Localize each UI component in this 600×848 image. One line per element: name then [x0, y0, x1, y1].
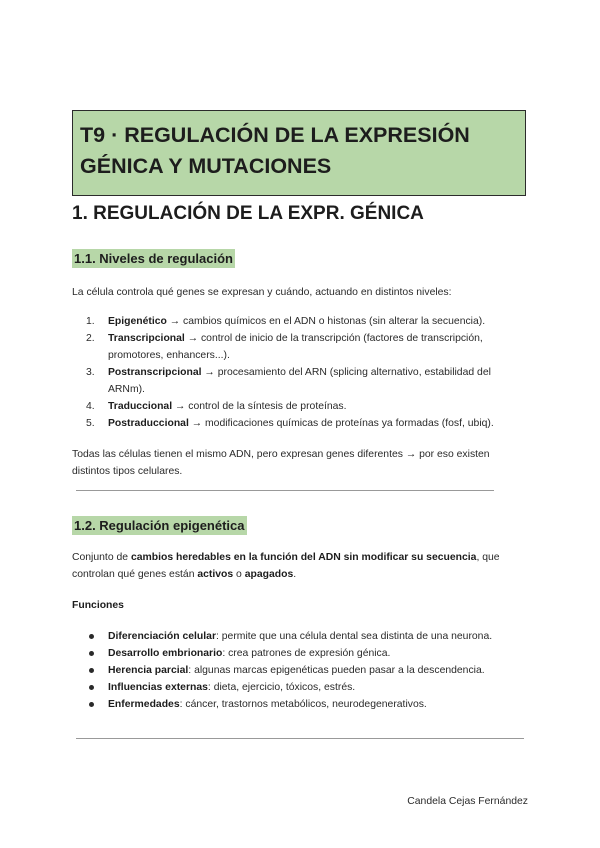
list-number: 5.	[86, 418, 95, 429]
list-item-term: Traduccional	[108, 401, 173, 412]
definition-text: Conjunto de	[72, 552, 131, 563]
list-item-text: : permite que una célula dental sea distinta de una neurona.	[216, 631, 493, 642]
list-item-text: → cambios químicos en el ADN o histonas (sin alterar la secuencia).	[166, 316, 486, 327]
list-item-text: → procesamiento del ARN (splicing alternativo, estabilidad del ARNm).	[108, 367, 491, 395]
list-item	[72, 696, 528, 713]
bullet-icon	[89, 685, 94, 690]
document-title-line-2: GÉNICA Y MUTACIONES	[80, 154, 332, 178]
list-item	[72, 364, 528, 398]
document-title-box	[72, 110, 526, 196]
subsection-heading-epigenetica: 1.2. Regulación epigenética	[74, 518, 245, 533]
bullet-icon	[89, 651, 94, 656]
document-title-line-1: T9 · REGULACIÓN DE LA EXPRESIÓN	[80, 123, 470, 147]
list-item	[72, 398, 528, 415]
list-item-term: Epigenético	[108, 316, 167, 327]
list-item	[72, 330, 528, 364]
bullet-icon	[89, 634, 94, 639]
list-item-term: Transcripcional	[108, 333, 185, 344]
list-item-term: Postranscripcional	[108, 367, 202, 378]
list-number: 3.	[86, 367, 95, 378]
definition-bold: apagados	[244, 569, 294, 580]
list-item-text: → control de inicio de la transcripción (factores de transcripción, promotores, enhancers...).	[108, 333, 483, 361]
definition-bold: activos	[197, 569, 234, 580]
list-item	[72, 415, 528, 432]
list-number: 2.	[86, 333, 95, 344]
list-item-term: Diferenciación celular	[108, 631, 216, 642]
bullet-icon	[89, 668, 94, 673]
list-item	[72, 313, 528, 330]
list-item	[72, 662, 528, 679]
niveles-intro: La célula controla qué genes se expresan y cuándo, actuando en distintos niveles:	[72, 287, 452, 298]
author-name: Candela Cejas Fernández	[407, 796, 528, 807]
definition-text: , que controlan qué genes están	[72, 552, 500, 580]
definition-bold: cambios heredables en la función del ADN sin modificar su secuencia	[130, 552, 477, 563]
list-item	[72, 679, 528, 696]
list-item-text: → modificaciones químicas de proteínas ya formadas (fosf, ubiq).	[188, 418, 494, 429]
definition-text: o	[233, 569, 245, 580]
niveles-list	[72, 313, 528, 432]
list-item-text: : crea patrones de expresión génica.	[222, 648, 391, 659]
divider	[76, 490, 494, 491]
list-number: 4.	[86, 401, 95, 412]
list-item-term: Postraduccional	[108, 418, 189, 429]
list-item-text: : dieta, ejercicio, tóxicos, estrés.	[207, 682, 356, 693]
list-item-text: : cáncer, trastornos metabólicos, neurodegenerativos.	[179, 699, 427, 710]
funciones-list	[72, 628, 528, 713]
bullet-icon	[89, 702, 94, 707]
list-number: 1.	[86, 316, 95, 327]
list-item-term: Enfermedades	[108, 699, 180, 710]
divider	[76, 738, 524, 739]
list-item-term: Desarrollo embrionario	[108, 648, 223, 659]
definition-text: .	[293, 569, 297, 580]
list-item	[72, 628, 528, 645]
list-item-text: : algunas marcas epigenéticas pueden pasar a la descendencia.	[188, 665, 485, 676]
list-item-term: Influencias externas	[108, 682, 208, 693]
list-item-text: → control de la síntesis de proteínas.	[172, 401, 347, 412]
list-item-term: Herencia parcial	[108, 665, 189, 676]
funciones-label: Funciones	[72, 600, 124, 611]
niveles-summary: Todas las células tienen el mismo ADN, pero expresan genes diferentes → por eso existen distintos tipos celulares.	[72, 449, 490, 477]
subsection-heading-niveles: 1.1. Niveles de regulación	[74, 251, 233, 266]
list-item	[72, 645, 528, 662]
section-heading: 1. REGULACIÓN DE LA EXPR. GÉNICA	[72, 203, 424, 224]
epigenetica-definition	[72, 549, 528, 583]
